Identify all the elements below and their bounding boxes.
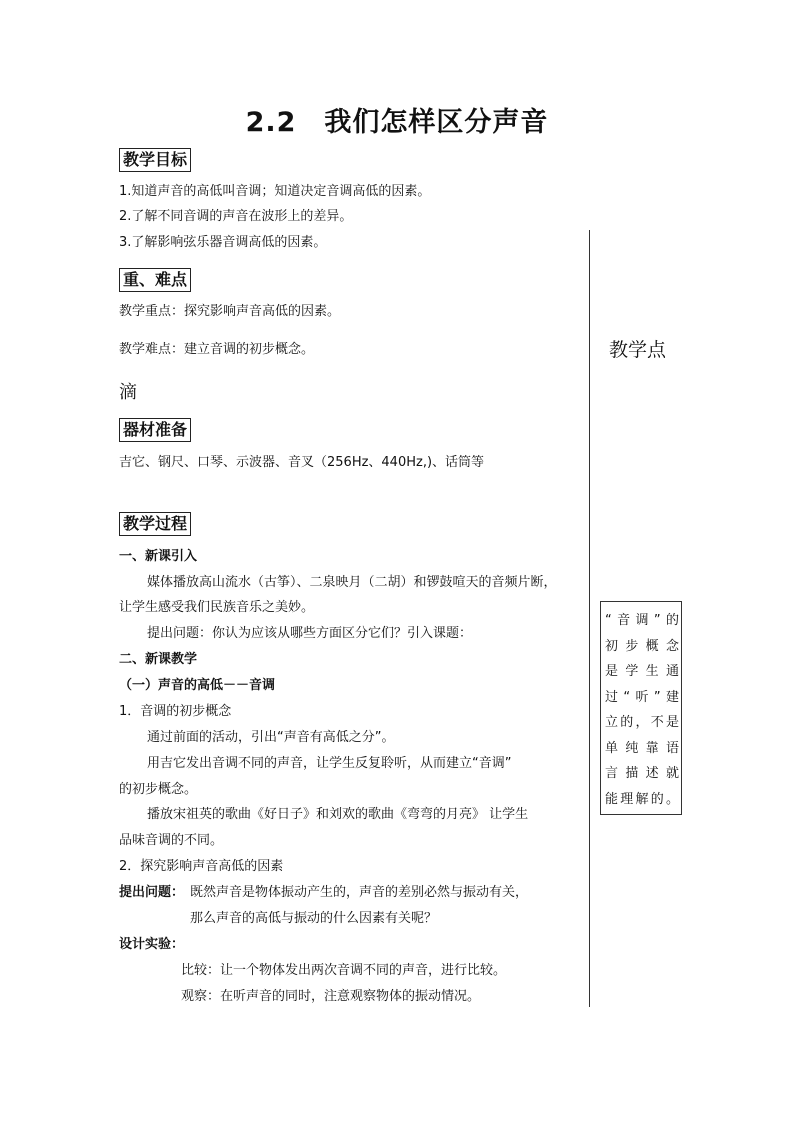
page-title: 2.2 我们怎样区分声音: [245, 107, 549, 138]
materials-text: 吉它、钢尺、口琴、示波器、音叉（256Hz、440Hz,)、话筒等: [119, 455, 485, 470]
objective-item: 3.了解影响弦乐器音调高低的因素。: [119, 235, 327, 250]
note-line: 是学生通: [605, 664, 679, 679]
key-point-text: 教学重点：探究影响声音高低的因素。: [119, 304, 341, 319]
paragraph-line: 那么声音的高低与振动的什么因素有关呢？: [190, 911, 438, 926]
sidebar-note: [600, 601, 682, 815]
part1-title: 一、新课引入: [119, 549, 198, 564]
paragraph-line: 通过前面的活动，引出“声音有高低之分”。: [147, 730, 395, 745]
subsection-title: （一）声音的高低－－音调: [119, 678, 276, 693]
note-line: 立的，不是: [605, 715, 679, 730]
difficulty-text: 教学难点：建立音调的初步概念。: [119, 342, 315, 357]
objectives-heading: 教学目标: [119, 148, 191, 172]
note-line: 单纯靠语: [605, 740, 679, 756]
paragraph-line: 让学生感受我们民族音乐之美妙。: [119, 600, 315, 615]
design-label: 设计实验：: [119, 937, 185, 952]
note-line: “音调”的: [605, 613, 679, 628]
process-heading: 教学过程: [119, 512, 191, 536]
item-title: 1．音调的初步概念: [119, 704, 232, 719]
question-label: 提出问题：: [119, 885, 185, 900]
key-points-heading: 重、难点: [119, 268, 191, 292]
stray-char: 滴: [119, 382, 137, 403]
note-line: 能理解的。: [605, 791, 679, 807]
materials-heading: 器材准备: [119, 418, 191, 442]
paragraph-line: 观察：在听声音的同时，注意观察物体的振动情况。: [181, 989, 481, 1004]
column-divider: [589, 230, 590, 1007]
paragraph-line: 提出问题：你认为应该从哪些方面区分它们？引入课题：: [147, 626, 473, 641]
part2-title: 二、新课教学: [119, 652, 198, 667]
paragraph-line: 媒体播放高山流水（古筝）、二泉映月（二胡）和锣鼓喧天的音频片断，: [147, 575, 557, 590]
objective-item: 1.知道声音的高低叫音调；知道决定音调高低的因素。: [119, 184, 431, 199]
paragraph-line: 比较：让一个物体发出两次音调不同的声音，进行比较。: [181, 963, 507, 978]
paragraph-line: 用吉它发出音调不同的声音，让学生反复聆听，从而建立“音调”: [147, 756, 512, 771]
paragraph-line: 播放宋祖英的歌曲《好日子》和刘欢的歌曲《弯弯的月亮》 让学生: [147, 807, 529, 822]
note-line: 过“听”建: [605, 689, 679, 705]
paragraph-line: 品味音调的不同。: [119, 833, 224, 848]
item-title: 2．探究影响声音高低的因素: [119, 859, 284, 874]
objective-item: 2.了解不同音调的声音在波形上的差异。: [119, 209, 353, 224]
sidebar-label: 教学点: [609, 339, 667, 361]
paragraph-line: 既然声音是物体振动产生的，声音的差别必然与振动有关，: [190, 885, 529, 900]
note-line: 言描述就: [605, 766, 679, 781]
paragraph-line: 的初步概念。: [119, 782, 198, 797]
note-line: 初步概念: [605, 638, 679, 654]
